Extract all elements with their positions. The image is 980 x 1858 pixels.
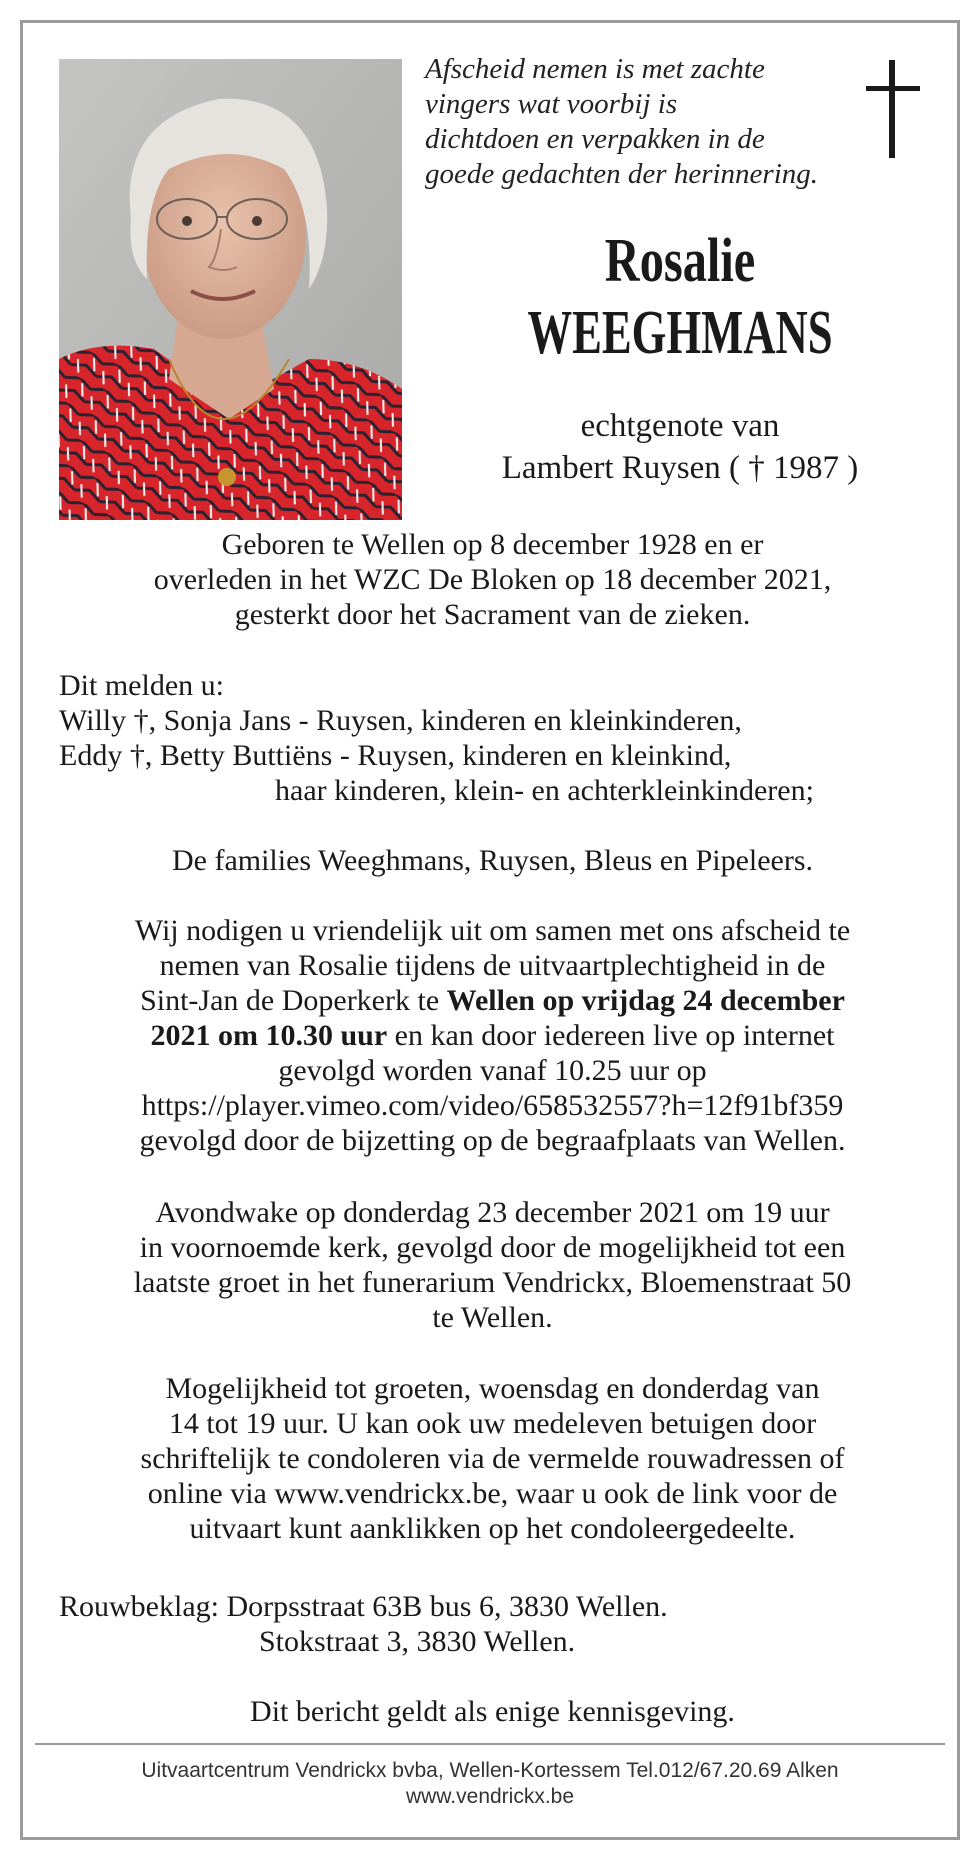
family-paragraph [59, 668, 934, 808]
condolence-address [59, 1589, 934, 1659]
poem-line: goede gedachten der herinnering. [425, 158, 819, 190]
poem-line: dichtdoen en verpakken in de [425, 123, 765, 155]
text-span: en kan door iedereen live op internet [387, 1019, 835, 1052]
text-line: nemen van Rosalie tijdens de uitvaartplechtigheid in de [159, 949, 826, 982]
families-text: De families Weeghmans, Ruysen, Bleus en Pipeleers. [171, 844, 814, 877]
footer-divider [35, 1743, 945, 1745]
text-line: Mogelijkheid tot groeten, woensdag en donderdag van [165, 1372, 820, 1405]
footer-website-link[interactable]: www.vendrickx.be [405, 1785, 575, 1808]
wake-paragraph [55, 1195, 930, 1335]
footer [35, 1758, 945, 1810]
birth-death-paragraph [55, 527, 930, 632]
text-line: overleden in het WZC De Bloken op 18 december 2021, [153, 563, 832, 596]
text-line: 14 tot 19 uur. U kan ook uw medeleven betuigen door [168, 1407, 817, 1440]
livestream-link[interactable]: https://player.vimeo.com/video/658532557?h=12f91bf359 [141, 1089, 844, 1122]
spouse-name: Lambert Ruysen ( † 1987 ) [501, 450, 859, 486]
text-line: Wij nodigen u vriendelijk uit om samen met ons afscheid te [134, 914, 851, 947]
text-line: gevolgd door de bijzetting op de begraafplaats van Wellen. [139, 1124, 846, 1157]
text-line [55, 1018, 930, 1053]
address-line: Rouwbeklag: Dorpsstraat 63B bus 6, 3830 Wellen. [59, 1590, 668, 1623]
spouse-intro: echtgenote van [580, 408, 780, 444]
text-line: schriftelijk te condoleren via de vermelde rouwadressen of [140, 1442, 845, 1475]
funeral-invitation [55, 913, 930, 1158]
text-line: laatste groet in het funerarium Vendrickx, Bloemenstraat 50 [133, 1266, 852, 1299]
text-line: Geboren te Wellen op 8 december 1928 en er [221, 528, 764, 561]
text-line: uitvaart kunt aanklikken op het condoleergedeelte. [189, 1512, 796, 1545]
family-intro: Dit melden u: [59, 669, 224, 702]
last-name: WEEGHMANS [527, 299, 833, 367]
family-line: Willy †, Sonja Jans - Ruysen, kinderen en kleinkinderen, [59, 704, 742, 737]
cross-icon [866, 60, 920, 160]
first-name: Rosalie [604, 227, 756, 295]
families-line [55, 843, 930, 878]
family-line: haar kinderen, klein- en achterkleinkinderen; [275, 774, 814, 807]
deceased-name [420, 225, 940, 369]
text-line: Avondwake op donderdag 23 december 2021 om 19 uur [155, 1196, 830, 1229]
text-line: te Wellen. [432, 1301, 553, 1334]
funeral-date-bold: Wellen op vrijdag 24 december [446, 984, 845, 1017]
text-line [55, 983, 930, 1018]
text-line: gevolgd worden vanaf 10.25 uur op [278, 1054, 707, 1087]
visits-paragraph [55, 1371, 930, 1546]
funeral-time-bold: 2021 om 10.30 uur [150, 1019, 388, 1052]
text-line: gesterkt door het Sacrament van de zieken. [234, 598, 751, 631]
poem-line: vingers wat voorbij is [425, 88, 678, 120]
portrait-photo [59, 59, 402, 520]
text-span: Sint-Jan de Doperkerk te [140, 984, 447, 1017]
text-line: online via www.vendrickx.be, waar u ook de link voor de [147, 1477, 838, 1510]
spouse-block [420, 405, 940, 489]
address-line: Stokstraat 3, 3830 Wellen. [259, 1625, 576, 1658]
footer-company: Uitvaartcentrum Vendrickx bvba, Wellen-Kortessem Tel.012/67.20.69 Alken [141, 1759, 839, 1782]
text-line: in voornoemde kerk, gevolgd door de mogelijkheid tot een [139, 1231, 846, 1264]
notice-text: Dit bericht geldt als enige kennisgeving. [250, 1695, 735, 1728]
family-line: Eddy †, Betty Buttiëns - Ruysen, kinderen en kleinkind, [59, 739, 732, 772]
farewell-poem [425, 52, 885, 192]
notice-line [55, 1694, 930, 1729]
poem-line: Afscheid nemen is met zachte [425, 53, 765, 85]
